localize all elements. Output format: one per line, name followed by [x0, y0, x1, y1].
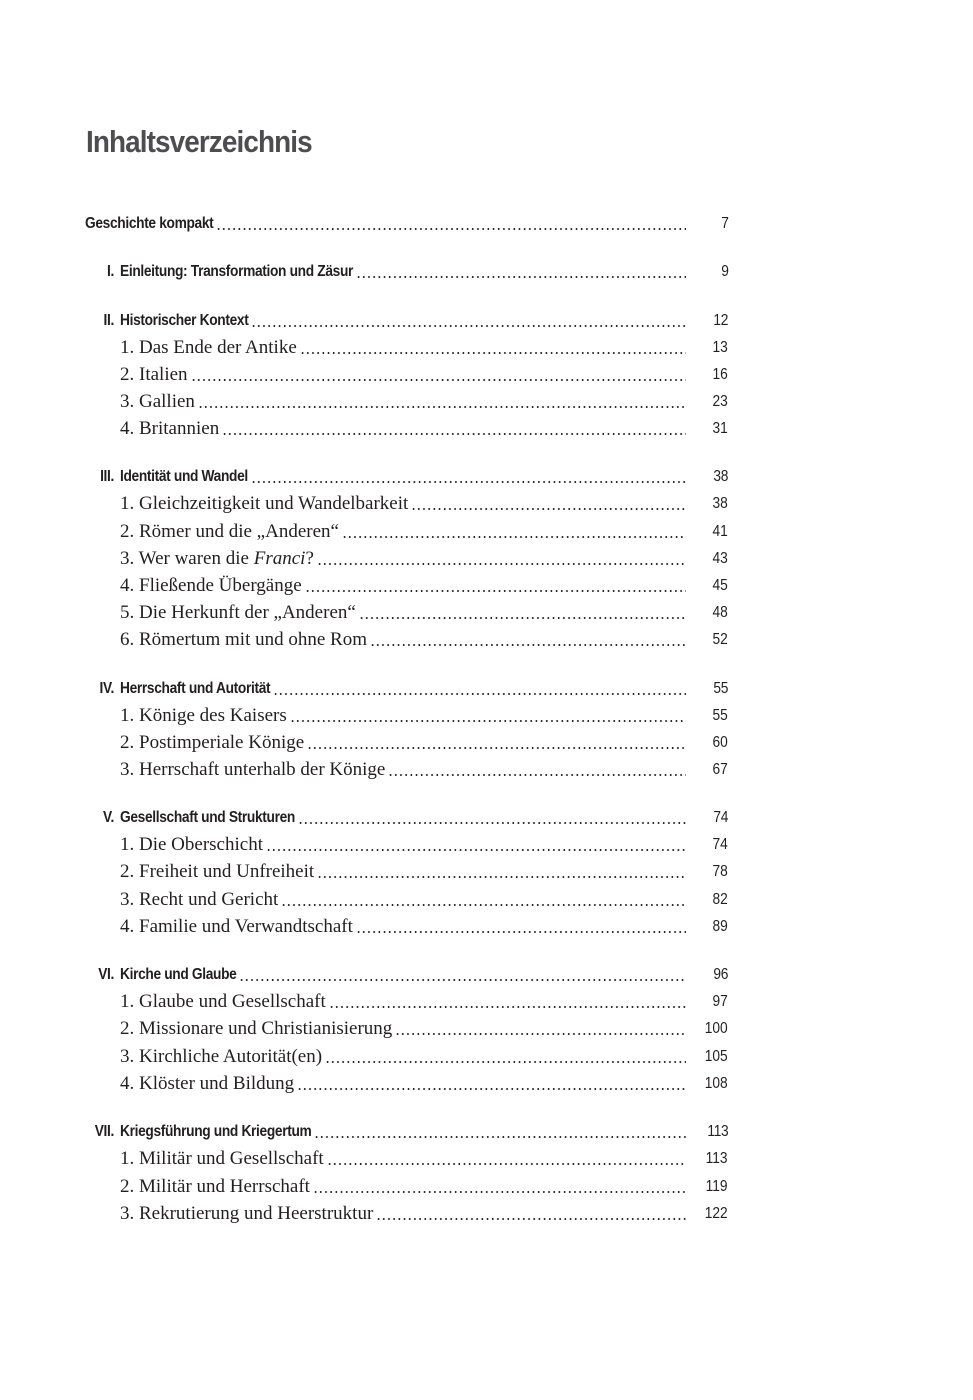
page-number: 60	[712, 734, 728, 751]
toc-entry[interactable]	[0, 389, 973, 415]
dot-leader	[356, 276, 686, 278]
dot-leader	[191, 379, 686, 381]
toc-entry[interactable]	[0, 805, 973, 831]
toc-entry-title: 2. Italien	[120, 364, 188, 385]
dot-leader	[281, 904, 686, 906]
page-number: 16	[712, 366, 728, 383]
dot-leader	[356, 931, 686, 933]
page-number: 45	[712, 577, 728, 594]
toc-entry-title: 4. Fließende Übergänge	[120, 575, 302, 596]
page-number: 113	[706, 1150, 728, 1167]
page-number: 96	[713, 966, 728, 983]
chapter-number: II.	[103, 312, 114, 329]
page-number: 82	[712, 891, 728, 908]
page-number: 52	[712, 631, 728, 648]
page-number: 74	[712, 836, 728, 853]
toc-entry[interactable]	[0, 757, 973, 783]
toc-entry-title: 1. Die Oberschicht	[120, 834, 263, 855]
toc-entry[interactable]	[0, 308, 973, 334]
page-number: 48	[712, 604, 728, 621]
toc-entry-title: 1. Könige des Kaisers	[120, 705, 287, 726]
toc-entry-title: 1. Das Ende der Antike	[120, 337, 297, 358]
toc-entry-title: 3. Rekrutierung und Heerstruktur	[120, 1203, 374, 1224]
dot-leader	[317, 563, 686, 565]
dot-leader	[325, 1061, 686, 1063]
toc-entry-title: Geschichte kompakt	[85, 215, 214, 232]
toc-entry-title: Kirche und Glaube	[120, 966, 237, 983]
toc-entry[interactable]	[0, 600, 973, 626]
page-number: 7	[720, 215, 728, 232]
page-number: 89	[712, 918, 728, 935]
dot-leader	[273, 693, 686, 695]
toc-entry[interactable]	[0, 832, 973, 858]
chapter-number: III.	[100, 468, 114, 485]
toc-entry-title: 1. Glaube und Gesellschaft	[120, 991, 326, 1012]
toc-entry-title: 1. Gleichzeitigkeit und Wandelbarkeit	[120, 493, 409, 514]
page-number: 38	[712, 495, 728, 512]
dot-leader	[359, 617, 686, 619]
toc-entry[interactable]	[0, 1146, 973, 1172]
chapter-number: VII.	[94, 1123, 114, 1140]
page-number: 78	[712, 863, 728, 880]
toc-entry-title: 4. Klöster und Bildung	[120, 1073, 295, 1094]
toc-entry-title: Herrschaft und Autorität	[120, 680, 271, 697]
toc-entry-title: 2. Postimperiale Könige	[120, 732, 305, 753]
dot-leader	[198, 406, 686, 408]
toc-entry-title: 2. Römer und die „Anderen“	[120, 521, 339, 542]
dot-leader	[307, 747, 686, 749]
dot-leader	[411, 508, 686, 510]
page-number: 31	[712, 420, 728, 437]
toc-entry-title: Gesellschaft und Strukturen	[120, 809, 295, 826]
page-number: 67	[712, 761, 728, 778]
page-number: 122	[705, 1205, 728, 1222]
toc-entry[interactable]	[0, 730, 973, 756]
toc-entry-title: Historischer Kontext	[120, 312, 249, 329]
dot-leader	[298, 822, 686, 824]
toc-entry-title: 3. Recht und Gericht	[120, 889, 279, 910]
dot-leader	[290, 720, 686, 722]
page-number: 119	[706, 1178, 728, 1195]
toc-entry[interactable]	[0, 1119, 973, 1145]
toc-entry[interactable]	[0, 887, 973, 913]
toc-entry[interactable]	[0, 1201, 973, 1227]
page-number: 38	[713, 468, 728, 485]
dot-leader	[239, 979, 686, 981]
toc-entry[interactable]	[0, 1044, 973, 1070]
toc-entry-title: Einleitung: Transformation und Zäsur	[120, 263, 354, 280]
toc-entry-title: 2. Missionare und Christianisierung	[120, 1018, 393, 1039]
page-number: 55	[713, 680, 728, 697]
page-number: 9	[720, 263, 728, 280]
toc-entry[interactable]	[0, 259, 973, 285]
dot-leader	[313, 1191, 686, 1193]
toc-entry-title: 2. Freiheit und Unfreiheit	[120, 861, 315, 882]
dot-leader	[317, 876, 686, 878]
toc-entry[interactable]	[0, 519, 973, 545]
chapter-number: VI.	[98, 966, 114, 983]
dot-leader	[342, 536, 686, 538]
toc-entry-title: Kriegsführung und Kriegertum	[120, 1123, 312, 1140]
toc-entry[interactable]	[0, 1071, 973, 1097]
dot-leader	[266, 849, 686, 851]
toc-entry-title	[120, 546, 314, 572]
dot-leader	[251, 481, 686, 483]
chapter-number: V.	[102, 809, 114, 826]
toc-entry[interactable]	[0, 335, 973, 361]
dot-leader	[222, 433, 686, 435]
page-number: 97	[712, 993, 728, 1010]
toc-entry[interactable]	[0, 627, 973, 653]
toc-entry[interactable]	[0, 962, 973, 988]
toc-entry[interactable]	[0, 1174, 973, 1200]
dot-leader	[388, 774, 686, 776]
toc-entry[interactable]	[0, 464, 973, 490]
dot-leader	[376, 1218, 686, 1220]
toc-entry[interactable]	[0, 676, 973, 702]
chapter-number: I.	[107, 263, 114, 280]
page-title: Inhaltsverzeichnis	[86, 124, 312, 159]
toc-entry-title-part: ?	[305, 548, 314, 569]
toc-entry[interactable]	[0, 362, 973, 388]
toc-entry-title-italic: Franci	[253, 548, 306, 569]
toc-entry-title-part: 3. Wer waren die	[120, 548, 254, 569]
toc-entry[interactable]	[0, 1016, 973, 1042]
toc-entry[interactable]	[0, 989, 973, 1015]
toc-entry[interactable]	[0, 859, 973, 885]
page-number: 108	[705, 1075, 728, 1092]
page-number: 105	[705, 1048, 728, 1065]
page-number: 41	[712, 523, 728, 540]
page-number: 113	[707, 1123, 728, 1140]
chapter-number: IV.	[99, 680, 114, 697]
toc-entry[interactable]	[0, 703, 973, 729]
dot-leader	[300, 352, 686, 354]
page-number: 74	[713, 809, 728, 826]
toc-entry[interactable]	[0, 573, 973, 599]
toc-entry[interactable]	[0, 914, 973, 940]
toc-entry[interactable]	[0, 546, 973, 572]
page-number: 43	[712, 550, 728, 567]
toc-entry[interactable]	[0, 211, 973, 237]
toc-entry[interactable]	[0, 416, 973, 442]
page-number: 55	[712, 707, 728, 724]
page-number: 23	[712, 393, 728, 410]
toc-entry-title: 6. Römertum mit und ohne Rom	[120, 629, 367, 650]
toc-entry-title: Identität und Wandel	[120, 468, 248, 485]
toc-entry-title: 1. Militär und Gesellschaft	[120, 1148, 324, 1169]
dot-leader	[216, 228, 686, 230]
dot-leader	[251, 325, 686, 327]
toc-entry-title: 5. Die Herkunft der „Anderen“	[120, 602, 356, 623]
toc-entry-title: 3. Herrschaft unterhalb der Könige	[120, 759, 386, 780]
toc-entry[interactable]	[0, 491, 973, 517]
dot-leader	[329, 1006, 686, 1008]
dot-leader	[297, 1088, 686, 1090]
toc-entry-title: 3. Kirchliche Autorität(en)	[120, 1046, 323, 1067]
dot-leader	[314, 1136, 686, 1138]
dot-leader	[395, 1033, 686, 1035]
toc-entry-title: 4. Familie und Verwandtschaft	[120, 916, 353, 937]
page-number: 12	[713, 312, 728, 329]
dot-leader	[370, 644, 686, 646]
dot-leader	[327, 1163, 686, 1165]
toc-entry-title: 3. Gallien	[120, 391, 195, 412]
dot-leader	[305, 590, 686, 592]
page-number: 13	[712, 339, 728, 356]
toc-entry-title: 4. Britannien	[120, 418, 220, 439]
toc-entry-title: 2. Militär und Herrschaft	[120, 1176, 310, 1197]
page-number: 100	[705, 1020, 728, 1037]
